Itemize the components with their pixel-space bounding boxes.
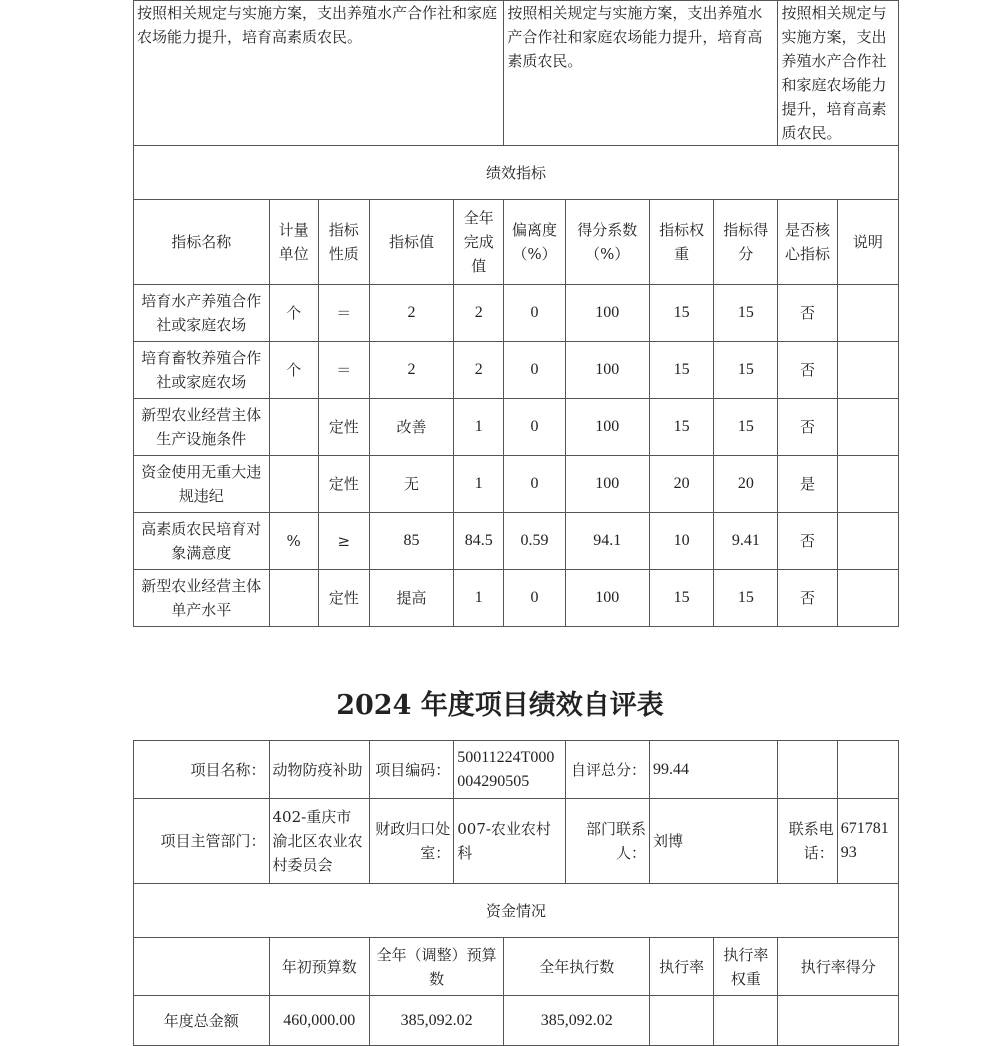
unit-cell [269, 399, 318, 456]
deviation-cell: 0 [504, 456, 565, 513]
nature-cell: ＝ [318, 285, 369, 342]
weight-cell: 20 [649, 456, 713, 513]
actual-cell: 2 [454, 285, 504, 342]
indicator-name: 新型农业经营主体生产设施条件 [134, 399, 270, 456]
adjusted-budget-value: 385,092.02 [369, 996, 504, 1046]
score-cell: 15 [714, 285, 778, 342]
table-row [134, 342, 899, 399]
project-info-table [133, 740, 899, 1046]
table-row [134, 513, 899, 570]
weight-cell: 15 [649, 399, 713, 456]
funds-section-title: 资金情况 [134, 884, 899, 938]
execution-rate-value [649, 996, 713, 1046]
goal-text-3: 按照相关规定与实施方案，支出养殖水产合作社和家庭农场能力提升，培育高素质农民。 [778, 1, 899, 146]
deviation-cell: 0 [504, 399, 565, 456]
indicator-name: 新型农业经营主体单产水平 [134, 570, 270, 627]
coefficient-cell: 100 [565, 570, 649, 627]
empty-cell [837, 741, 898, 799]
goal-text-2: 按照相关规定与实施方案，支出养殖水产合作社和家庭农场能力提升，培育高素质农民。 [504, 1, 778, 146]
project-code-value: 50011224T000004290505 [454, 741, 565, 799]
header-cell: 指标性质 [318, 200, 369, 285]
score-cell: 9.41 [714, 513, 778, 570]
dept-label: 项目主管部门： [134, 799, 270, 884]
unit-cell: 个 [269, 342, 318, 399]
funds-header: 全年（调整）预算数 [369, 938, 504, 996]
core-cell: 否 [778, 285, 837, 342]
deviation-cell: 0.59 [504, 513, 565, 570]
funds-header: 执行率得分 [778, 938, 899, 996]
nature-cell: 定性 [318, 399, 369, 456]
header-cell: 指标权重 [649, 200, 713, 285]
phone-value: 67178193 [837, 799, 898, 884]
coefficient-cell: 100 [565, 342, 649, 399]
actual-cell: 2 [454, 342, 504, 399]
note-cell [837, 456, 898, 513]
note-cell [837, 399, 898, 456]
execution-weight-value [714, 996, 778, 1046]
funds-header: 执行率 [649, 938, 713, 996]
actual-cell: 84.5 [454, 513, 504, 570]
actual-cell: 1 [454, 570, 504, 627]
header-cell: 指标名称 [134, 200, 270, 285]
target-cell: 2 [369, 285, 453, 342]
coefficient-cell: 100 [565, 285, 649, 342]
weight-cell: 10 [649, 513, 713, 570]
weight-cell: 15 [649, 570, 713, 627]
performance-section-title: 绩效指标 [134, 146, 899, 200]
indicator-name: 培育水产养殖合作社或家庭农场 [134, 285, 270, 342]
target-cell: 无 [369, 456, 453, 513]
nature-cell: 定性 [318, 456, 369, 513]
table-row [134, 399, 899, 456]
dept-value: 402-重庆市渝北区农业农村委员会 [269, 799, 369, 884]
header-cell: 指标值 [369, 200, 453, 285]
header-cell: 全年完成值 [454, 200, 504, 285]
indicator-name: 培育畜牧养殖合作社或家庭农场 [134, 342, 270, 399]
unit-cell [269, 456, 318, 513]
finance-office-value: 007-农业农村科 [454, 799, 565, 884]
actual-cell: 1 [454, 456, 504, 513]
nature-cell: ＝ [318, 342, 369, 399]
weight-cell: 15 [649, 342, 713, 399]
score-cell: 15 [714, 399, 778, 456]
deviation-cell: 0 [504, 285, 565, 342]
coefficient-cell: 94.1 [565, 513, 649, 570]
finance-office-label: 财政归口处室： [369, 799, 453, 884]
self-score-value: 99.44 [649, 741, 778, 799]
header-cell: 是否核心指标 [778, 200, 837, 285]
page-title: 2024 年度项目绩效自评表 [336, 690, 664, 721]
performance-table [133, 0, 899, 627]
target-cell: 2 [369, 342, 453, 399]
table-row [134, 570, 899, 627]
phone-label: 联系电话： [778, 799, 837, 884]
deviation-cell: 0 [504, 570, 565, 627]
nature-cell: ≥ [318, 513, 369, 570]
project-name-label: 项目名称： [134, 741, 270, 799]
score-cell: 20 [714, 456, 778, 513]
header-cell: 得分系数（%） [565, 200, 649, 285]
core-cell: 否 [778, 399, 837, 456]
unit-cell: % [269, 513, 318, 570]
core-cell: 否 [778, 570, 837, 627]
actual-cell: 1 [454, 399, 504, 456]
empty-cell [778, 741, 837, 799]
score-cell: 15 [714, 570, 778, 627]
note-cell [837, 342, 898, 399]
project-name-value: 动物防疫补助 [269, 741, 369, 799]
target-cell: 85 [369, 513, 453, 570]
contact-value: 刘博 [649, 799, 778, 884]
table-row [134, 285, 899, 342]
funds-header: 执行率权重 [714, 938, 778, 996]
empty-header-cell [134, 938, 270, 996]
score-cell: 15 [714, 342, 778, 399]
indicator-name: 高素质农民培育对象满意度 [134, 513, 270, 570]
note-cell [837, 285, 898, 342]
header-cell: 说明 [837, 200, 898, 285]
target-cell: 改善 [369, 399, 453, 456]
goal-text-1: 按照相关规定与实施方案，支出养殖水产合作社和家庭农场能力提升，培育高素质农民。 [134, 1, 504, 146]
nature-cell: 定性 [318, 570, 369, 627]
header-cell: 偏离度（%） [504, 200, 565, 285]
unit-cell [269, 570, 318, 627]
table-row [134, 996, 899, 1046]
header-cell: 指标得分 [714, 200, 778, 285]
total-amount-label: 年度总金额 [134, 996, 270, 1046]
project-code-label: 项目编码： [369, 741, 453, 799]
note-cell [837, 570, 898, 627]
table-row [134, 456, 899, 513]
header-cell: 计量单位 [269, 200, 318, 285]
core-cell: 否 [778, 513, 837, 570]
weight-cell: 15 [649, 285, 713, 342]
unit-cell: 个 [269, 285, 318, 342]
note-cell [837, 513, 898, 570]
indicator-name: 资金使用无重大违规违纪 [134, 456, 270, 513]
core-cell: 是 [778, 456, 837, 513]
coefficient-cell: 100 [565, 456, 649, 513]
contact-label: 部门联系人： [565, 799, 649, 884]
funds-header: 全年执行数 [504, 938, 650, 996]
initial-budget-value: 460,000.00 [269, 996, 369, 1046]
deviation-cell: 0 [504, 342, 565, 399]
execution-score-value [778, 996, 899, 1046]
executed-value: 385,092.02 [504, 996, 650, 1046]
funds-header: 年初预算数 [269, 938, 369, 996]
target-cell: 提高 [369, 570, 453, 627]
self-score-label: 自评总分： [565, 741, 649, 799]
core-cell: 否 [778, 342, 837, 399]
coefficient-cell: 100 [565, 399, 649, 456]
